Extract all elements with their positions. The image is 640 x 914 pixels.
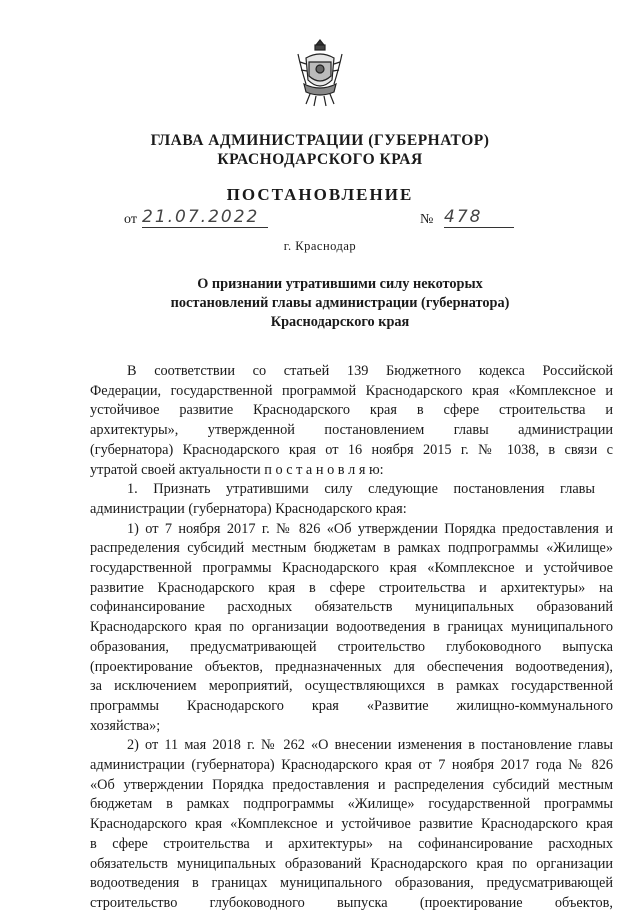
body-line: образования, предусматривающей строительство глубоководного выпуска [90,638,613,655]
body-line: 1. Признать утратившими силу следующие постановления главы [127,481,596,498]
body-line: программы Краснодарского края «Развитие жилищно-коммунального [90,697,613,714]
body-line: В соответствии со статьей 139 Бюджетного кодекса Российской [127,363,613,379]
body-line: строительство глубоководного выпуска (проектирование объектов, [90,894,613,911]
number-handwritten: 478 [444,207,483,227]
body-line: Краснодарского края по организации водоотведения в границах муниципального [90,619,613,636]
body-line: (проектирование объектов, предназначенных для обеспечения водоотведения), [90,658,613,675]
body-line: администрации (губернатора) Краснодарского края от 7 ноября 2017 года № 826 [90,757,613,773]
body-line: Федерации, государственной программой Краснодарского края «Комплексное и [90,382,613,399]
body-line: развитие Краснодарского края в сфере строительства и архитектуры» на [90,579,613,596]
body-line: архитектуры», утвержденной постановлением главы администрации [90,422,613,439]
coat-of-arms-emblem [296,38,344,110]
title-line: О признании утратившими силу некоторых [197,276,483,292]
body-line: распределения субсидий местным бюджетам в рамках подпрограммы «Жилище» [90,540,613,557]
number-prefix: № [420,212,434,227]
body-line: хозяйства»; [90,717,161,734]
body-line: бюджетам в рамках подпрограммы «Жилище» государственной программы [90,796,613,813]
body-line: государственной программы Краснодарского края «Комплексное и устойчивое [90,560,613,576]
body-line: утратой своей актуальности п о с т а н о в л я ю: [90,461,384,478]
body-line: Краснодарского края «Комплексное и устойчивое развитие Краснодарского края [90,816,613,833]
body-line: софинансирование расходных обязательств муниципальных образований [90,599,613,616]
issuing-authority-line-2: КРАСНОДАРСКОГО КРАЯ [217,151,423,168]
body-line: водоотведения в границах муниципального образования, предусматривающей [90,875,613,892]
body-line: в сфере строительства и архитектуры» на софинансирование расходных [90,835,613,852]
body-line: обязательств муниципальных образований Краснодарского края по организации [90,855,613,872]
title-line: Краснодарского края [270,314,410,330]
title-line: постановлений главы администрации (губернатора) [170,295,510,311]
date-prefix: от [124,212,137,227]
document-type-heading: ПОСТАНОВЛЕНИЕ [226,185,414,204]
body-line: (губернатора) Краснодарского края от 16 ноября 2015 г. № 1038, в связи с [90,441,613,458]
body-line: 1) от 7 ноября 2017 г. № 826 «Об утверждении Порядка предоставления и [127,520,613,537]
body-line: устойчивое развитие Краснодарского края в сфере строительства и [90,402,613,419]
body-line: 2) от 11 мая 2018 г. № 262 «О внесении изменения в постановление главы [127,737,613,754]
date-handwritten: 21.07.2022 [142,207,260,227]
number-field [444,207,514,228]
city-line: г. Краснодар [283,239,357,253]
date-field [142,207,268,228]
body-line: администрации (губернатора) Краснодарского края: [90,500,407,517]
body-line: «Об утверждении Порядка предоставления и распределения субсидий местным [90,776,613,793]
body-line: за исключением мероприятий, осуществляющихся в рамках государственной [90,678,613,695]
issuing-authority-line-1: ГЛАВА АДМИНИСТРАЦИИ (ГУБЕРНАТОР) [150,132,490,149]
